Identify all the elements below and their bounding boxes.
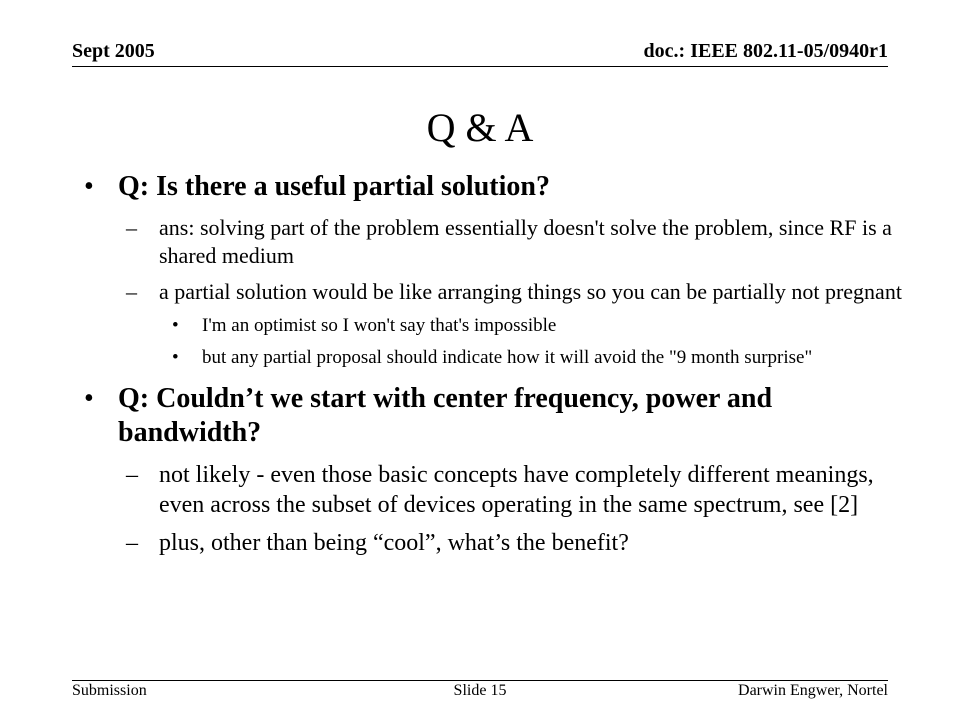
answer-2-1-text: not likely - even those basic concepts have completely different meanings, even across the subset of devices operating in the same spectrum, see [2] bbox=[159, 462, 874, 518]
answer-1-2-text: a partial solution would be like arranging things so you can be partially not pregnant bbox=[159, 279, 902, 304]
header-doc-id: doc.: IEEE 802.11-05/0940r1 bbox=[643, 40, 888, 62]
answer-2-2-text: plus, other than being “cool”, what’s the benefit? bbox=[159, 530, 629, 556]
dash-icon: – bbox=[126, 279, 137, 304]
answer-1-2-point-1-text: I'm an optimist so I won't say that's impossible bbox=[202, 315, 557, 336]
answer-1-2-point-2 bbox=[84, 346, 904, 370]
question-2-text: Q: Couldn’t we start with center frequency, power and bandwidth? bbox=[118, 383, 773, 448]
answer-2-1 bbox=[84, 460, 904, 520]
bullet-icon: • bbox=[84, 383, 94, 414]
answer-1-1 bbox=[84, 214, 904, 270]
answer-1-1-text: ans: solving part of the problem essentially doesn't solve the problem, since RF is a shared medium bbox=[159, 215, 892, 268]
answer-1-2-point-1 bbox=[84, 314, 904, 338]
header-divider bbox=[72, 66, 888, 67]
footer-author: Darwin Engwer, Nortel bbox=[738, 682, 888, 699]
answer-1-2-point-2-text: but any partial proposal should indicate how it will avoid the "9 month surprise" bbox=[202, 347, 813, 368]
slide-body bbox=[84, 170, 904, 558]
bullet-icon: • bbox=[172, 347, 179, 368]
dash-icon: – bbox=[126, 462, 138, 488]
question-1 bbox=[84, 170, 904, 204]
footer-submission: Submission bbox=[72, 682, 147, 699]
header-date: Sept 2005 bbox=[72, 40, 155, 62]
question-2 bbox=[84, 382, 904, 450]
dash-icon: – bbox=[126, 530, 138, 556]
slide-title: Q & A bbox=[426, 105, 534, 150]
answer-1-2 bbox=[84, 278, 904, 306]
bullet-icon: • bbox=[84, 171, 94, 202]
answer-2-2 bbox=[84, 528, 904, 558]
dash-icon: – bbox=[126, 215, 137, 240]
question-1-text: Q: Is there a useful partial solution? bbox=[118, 171, 550, 202]
footer-slide-number: Slide 15 bbox=[453, 682, 507, 699]
bullet-icon: • bbox=[172, 315, 179, 336]
footer-divider bbox=[72, 680, 888, 681]
